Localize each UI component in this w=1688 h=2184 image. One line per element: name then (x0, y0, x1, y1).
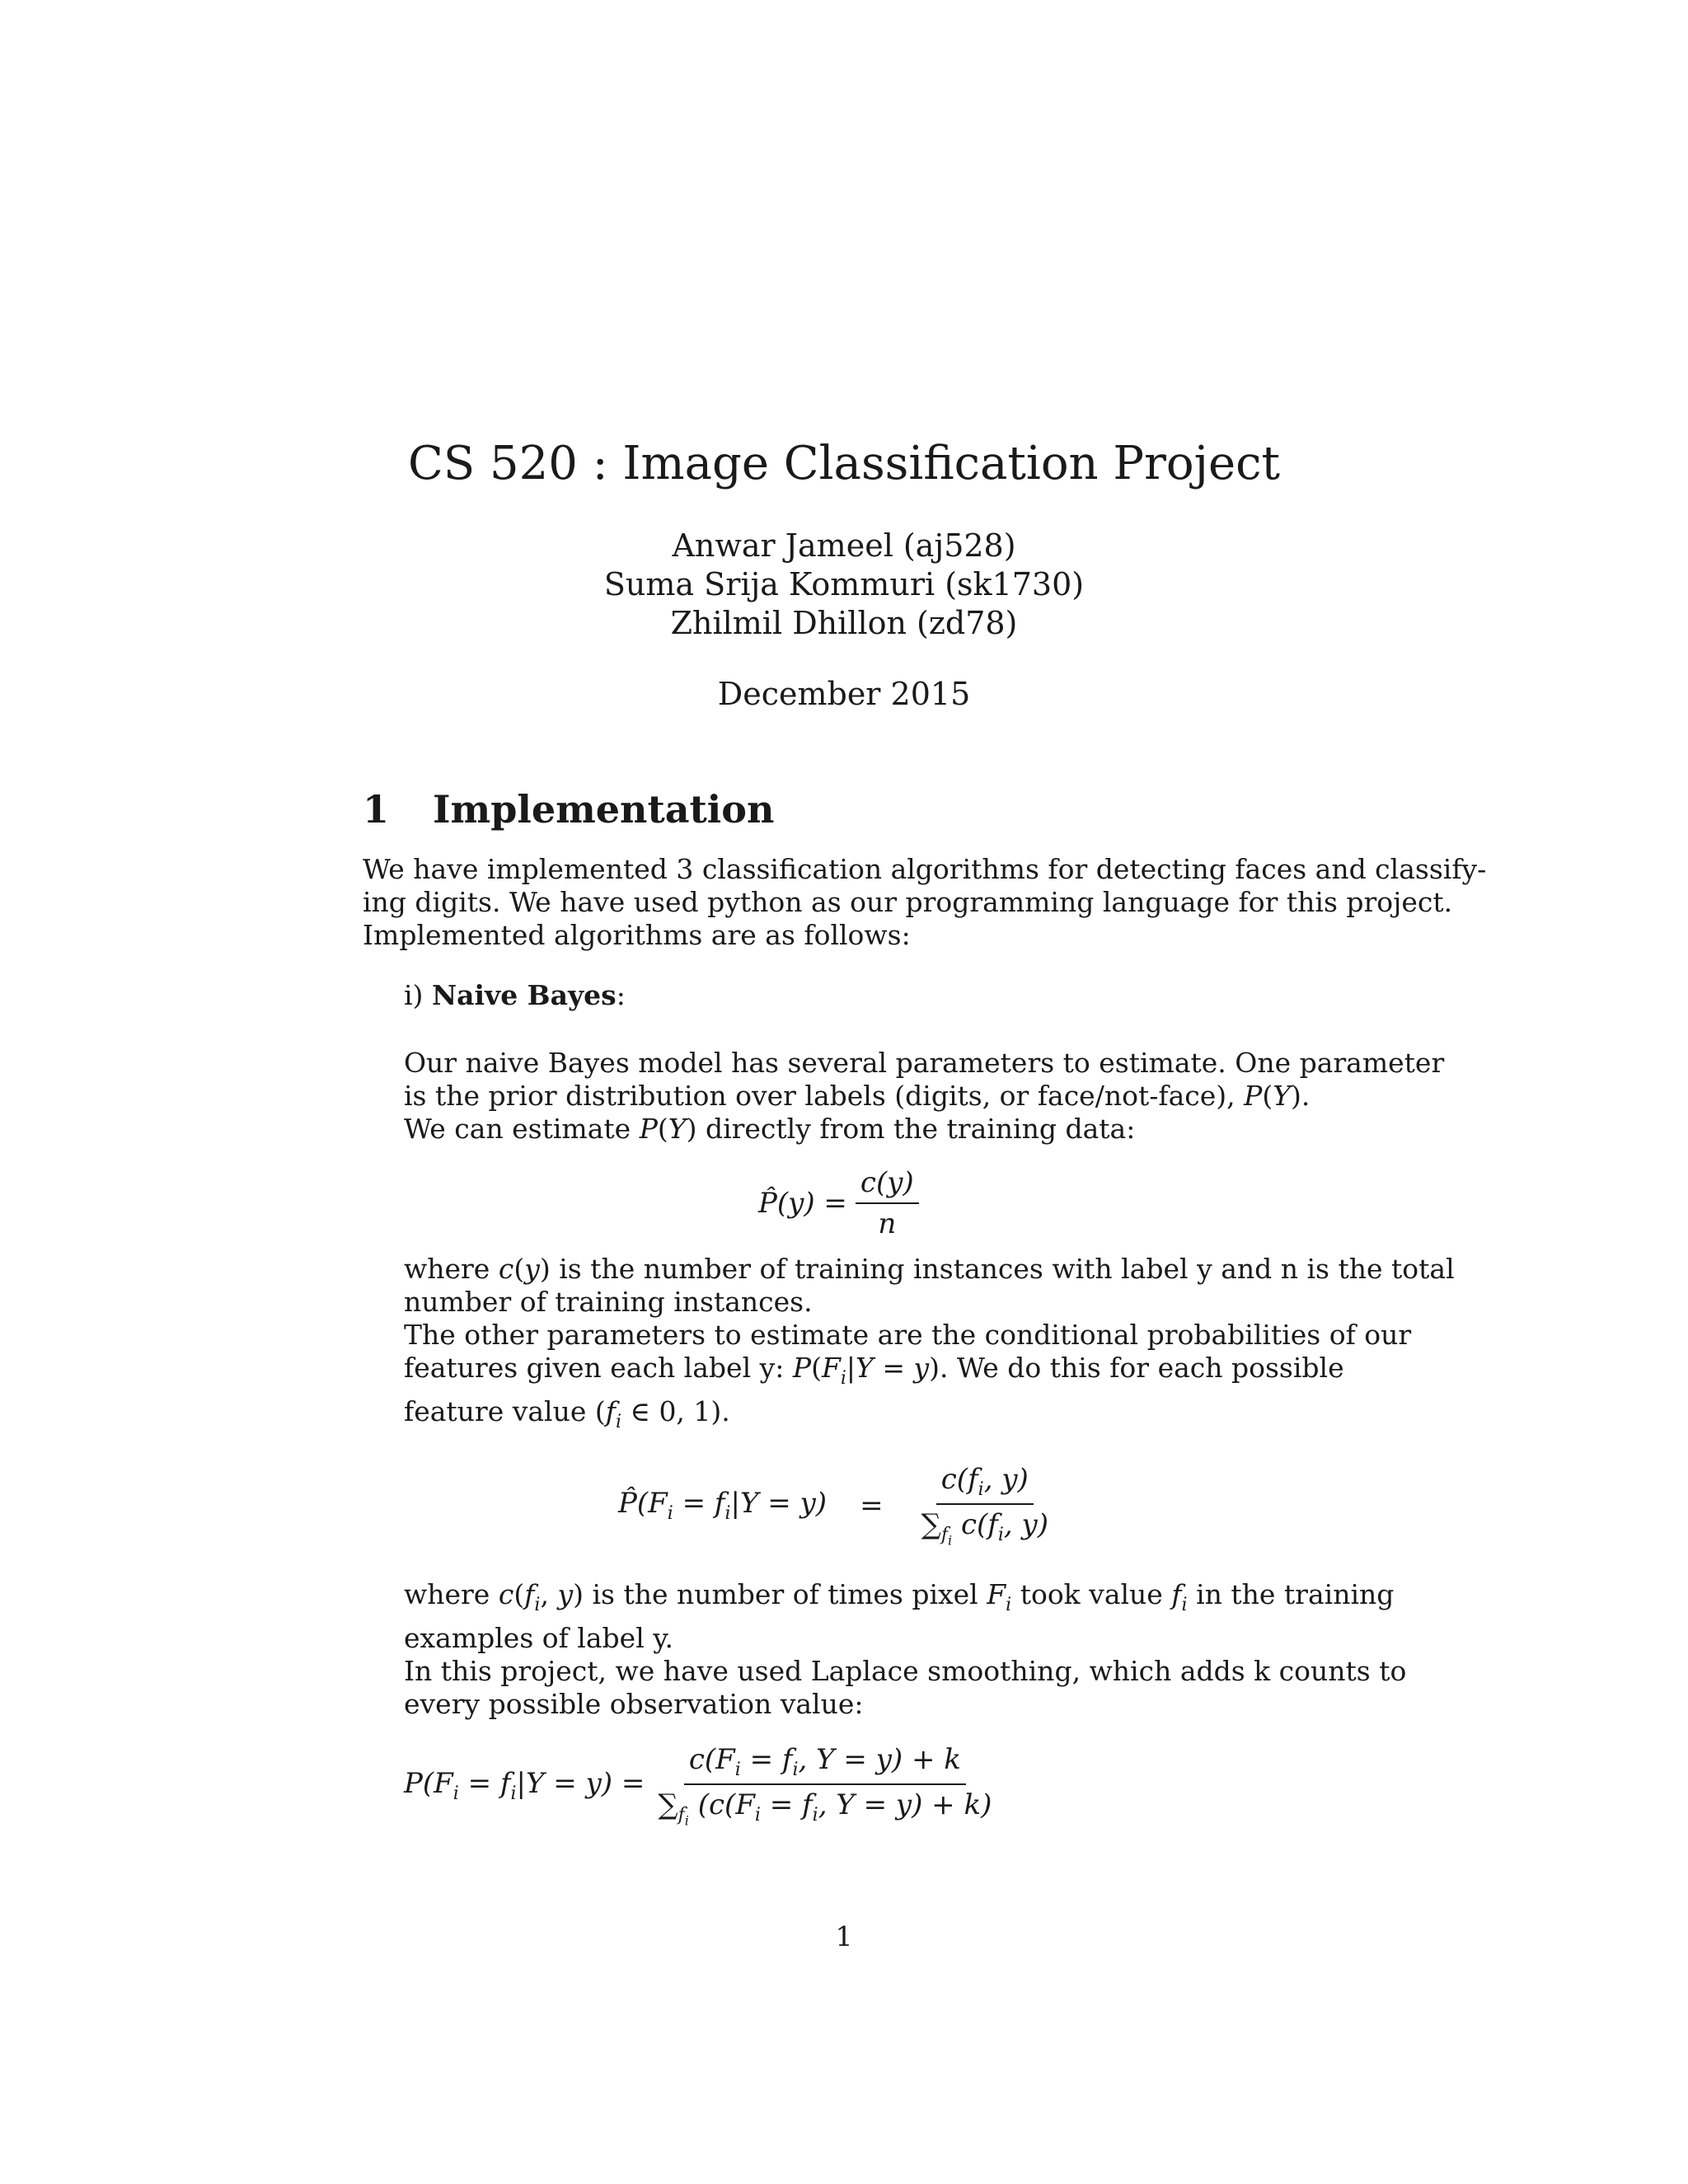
eq1-lhs: P̂(y) = (758, 1187, 847, 1220)
intro-line-3: Implemented algorithms are as follows: (363, 919, 911, 951)
equation-conditional (618, 1463, 1053, 1548)
intro-line-1: We have implemented 3 classification algorithms for detecting faces and classify- (363, 853, 1487, 885)
section-number: 1 (363, 787, 390, 832)
nb-p1-line-1: Our naive Bayes model has several parameters to estimate. One parameter (404, 1047, 1445, 1079)
nb-p1-line-2: is the prior distribution over labels (digits, or face/not-face), P(Y). (404, 1080, 1311, 1112)
intro-line-2: ing digits. We have used python as our programming language for this project. (363, 886, 1453, 918)
subsection-name: Naive Bayes (431, 979, 617, 1011)
nb-p3-line-3: In this project, we have used Laplace smoothing, which adds k counts to (404, 1655, 1407, 1687)
equation-laplace (404, 1743, 996, 1828)
eq2-denominator: $\sum_{f_i}$ $c(f_i$, y) (921, 1508, 1048, 1549)
nb-p2-line-5: feature value ($f_i$ ∈ 0, 1). (404, 1395, 730, 1432)
nb-paragraph-3 (404, 1578, 1406, 1721)
nb-paragraph-2 (404, 1253, 1455, 1439)
author-1: Anwar Jameel (aj528) (672, 527, 1016, 564)
eq3-numerator: $c(F_i = f_i$, Y = y) + k (684, 1743, 966, 1785)
subsection-label: i) (404, 979, 424, 1011)
nb-p2-line-1: where c(y) is the number of training instances with label y and n is the total (404, 1253, 1455, 1285)
eq2-lhs: $P̂(F_i = f_i|Y = y)$ (618, 1487, 828, 1525)
eq2-rel: = (860, 1488, 884, 1522)
nb-p2-line-2: number of training instances. (404, 1286, 813, 1318)
paper-title: CS 520 : Image Classification Project (408, 437, 1280, 490)
nb-p1-line-3: We can estimate P(Y) directly from the training data: (404, 1113, 1136, 1145)
subsection-colon: : (616, 979, 626, 1011)
eq3-lhs: $P(F_i = f_i|Y = y)$ = (404, 1767, 645, 1805)
eq3-fraction (653, 1743, 996, 1828)
intro-paragraph (363, 853, 1486, 952)
eq1-fraction (856, 1166, 919, 1240)
nb-paragraph-1 (404, 1047, 1444, 1146)
page-number: 1 (835, 1920, 853, 1952)
eq2-numerator: $c(f_i$, y) (936, 1463, 1034, 1505)
nb-p2-line-3: The other parameters to estimate are the conditional probabilities of our (404, 1319, 1412, 1351)
author-2: Suma Srija Kommuri (sk1730) (603, 566, 1085, 602)
nb-p3-line-2: examples of label y. (404, 1622, 673, 1654)
eq1-denominator: n (878, 1207, 897, 1240)
nb-p3-line-4: every possible observation value: (404, 1688, 864, 1720)
subsection-heading (404, 979, 626, 1012)
eq2-fraction (917, 1463, 1053, 1548)
section-title: Implementation (433, 787, 775, 832)
equation-prior (758, 1166, 919, 1240)
nb-p2-line-4: features given each label y: $P(F_i|Y = y)$. We do this for each possible (404, 1352, 1344, 1389)
paper-date: December 2015 (717, 676, 971, 712)
author-3: Zhilmil Dhillon (zd78) (670, 605, 1018, 641)
nb-p3-line-1: where $c(f_i$, y) is the number of times pixel $F_i$ took value $f_i$ in the training (404, 1578, 1395, 1615)
eq3-denominator: $\sum_{f_i}$ ($c(F_i = f_i$, Y = y) + k) (658, 1788, 992, 1829)
eq1-numerator: c(y) (856, 1166, 919, 1204)
